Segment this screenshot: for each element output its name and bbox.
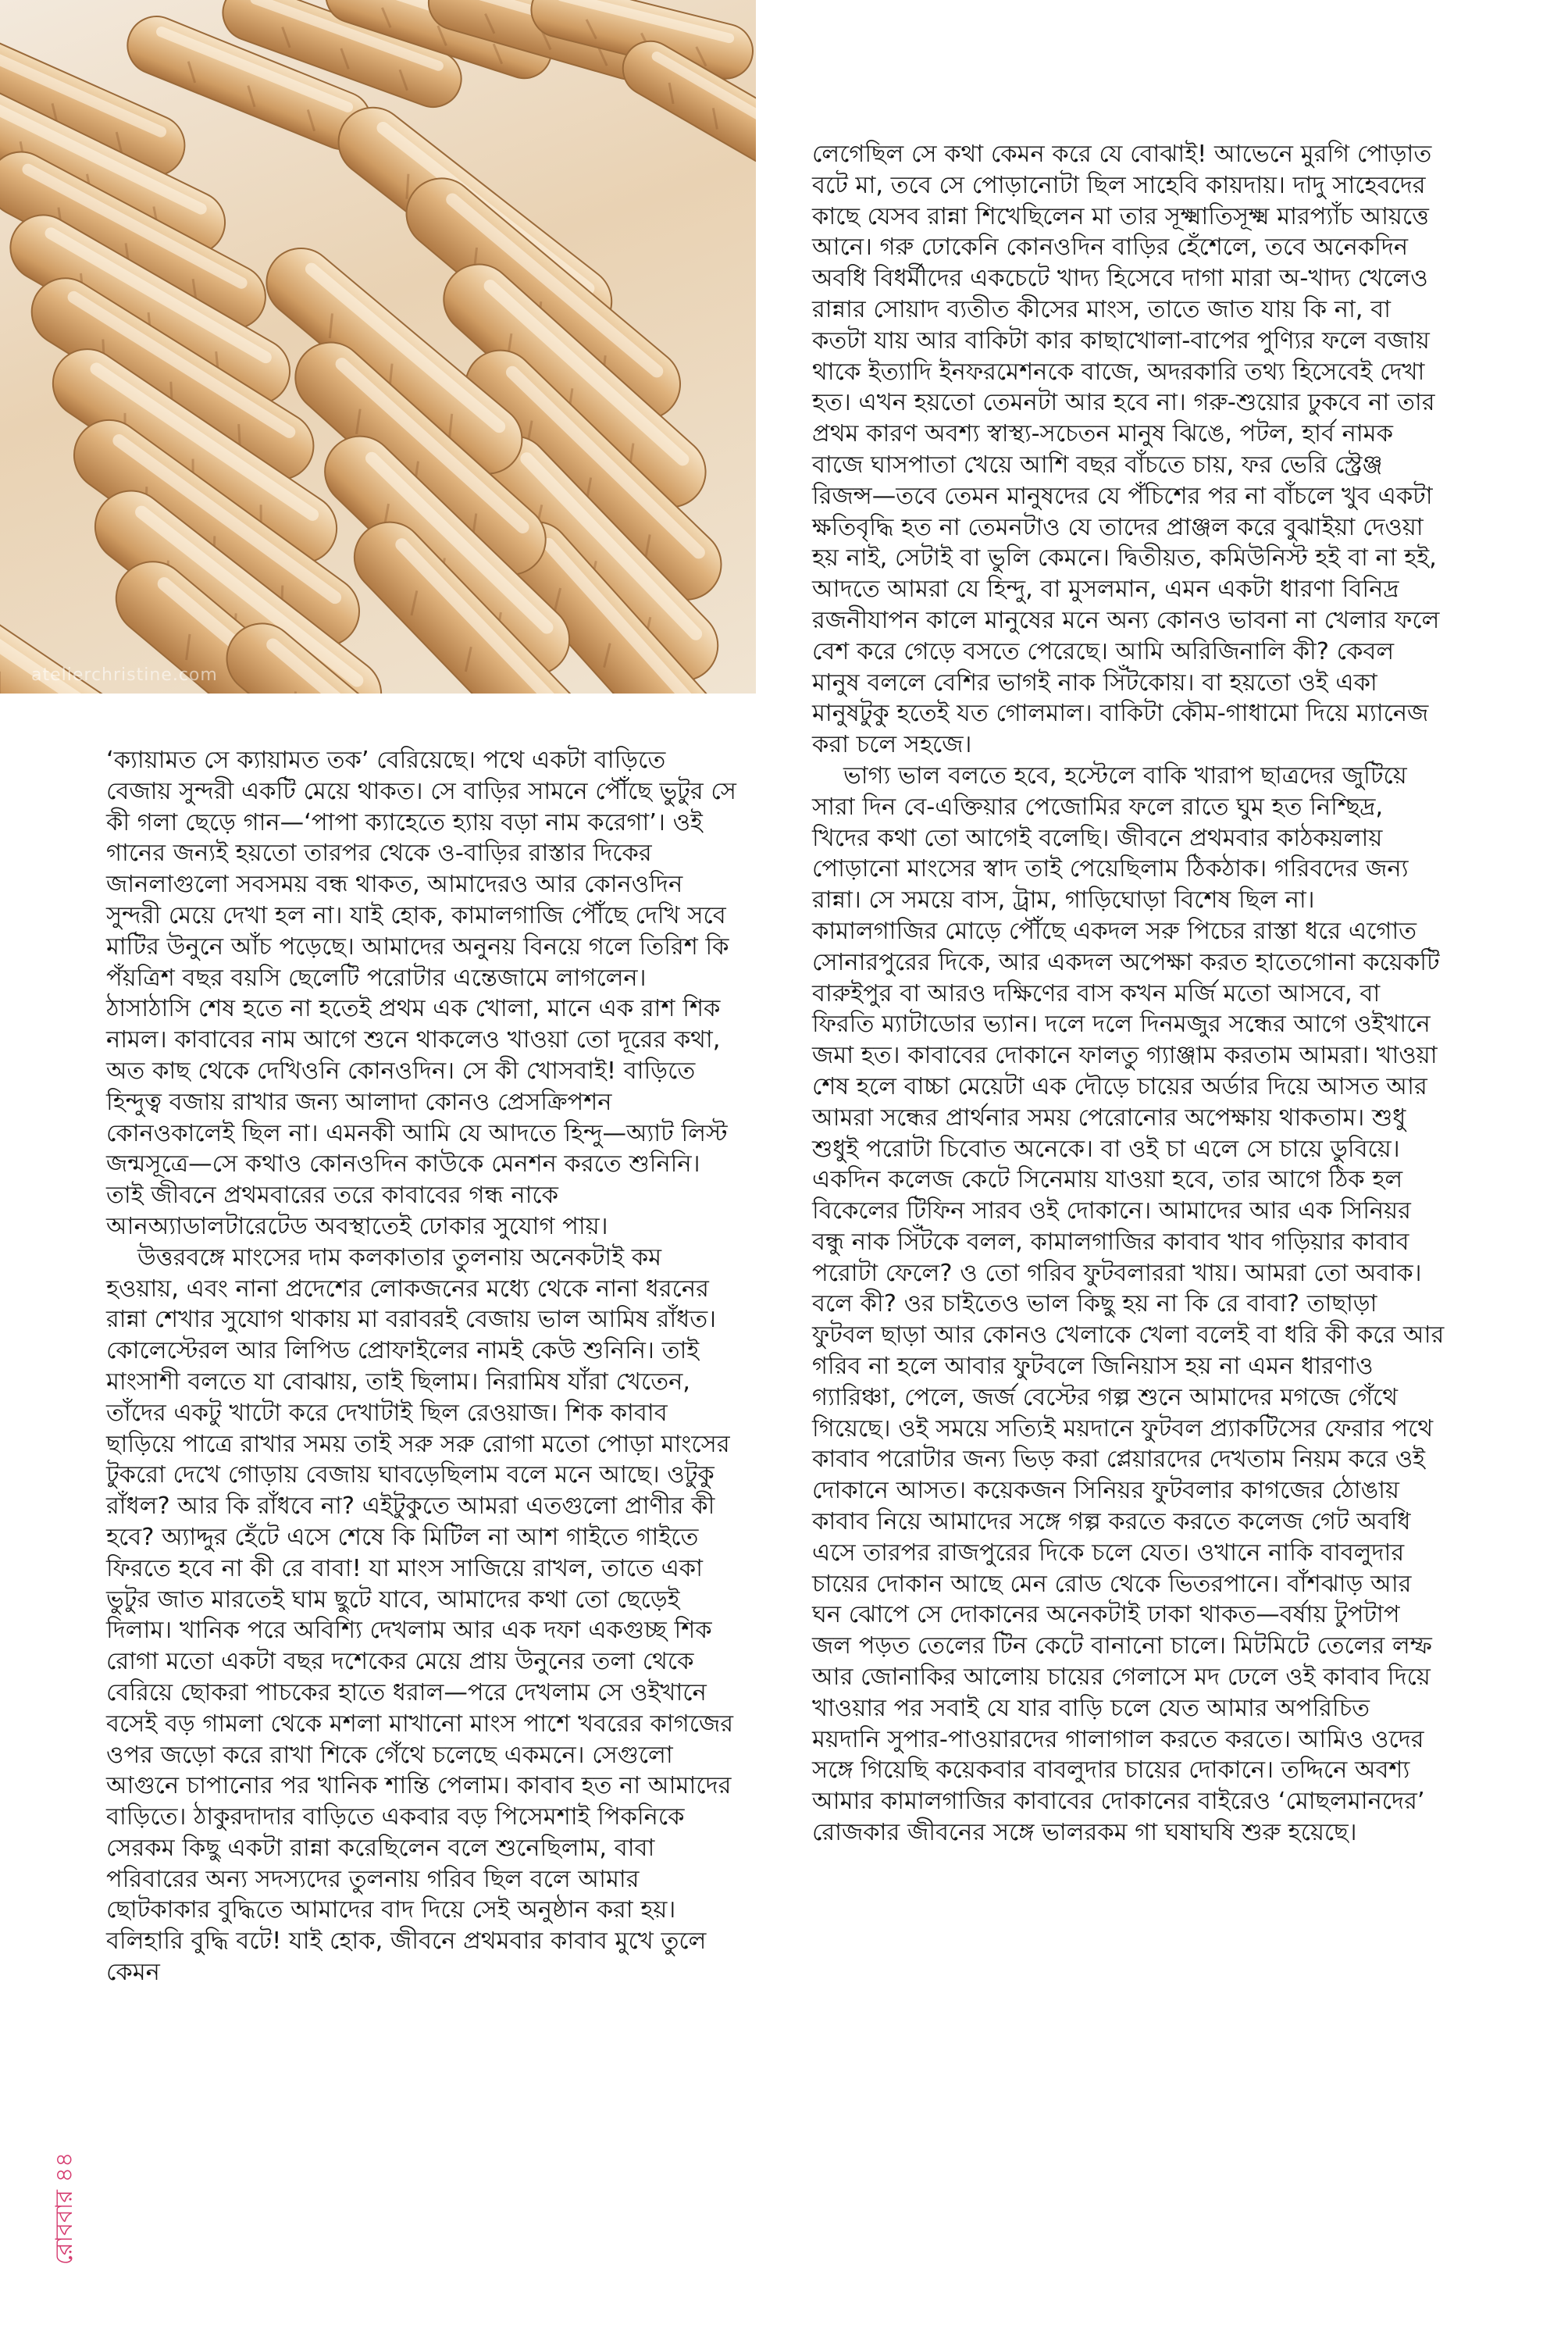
article-column-right	[812, 139, 1445, 1849]
paragraph: ভাগ্য ভাল বলতে হবে, হস্টেলে বাকি খারাপ ছাত্রদের জুটিয়ে সারা দিন বে-এক্তিয়ার পেজোমির ফলে রাতে ঘুম হত নিশ্ছিদ্র, খিদের কথা তো আগেই বলেছি। জীবনে প্রথমবার কাঠকয়লায় পোড়ানো মাংসের স্বাদ তাই পেয়েছিলাম ঠিকঠাক। গরিবদের জন্য রান্না। সে সময়ে বাস, ট্রাম, গাড়িঘোড়া বিশেষ ছিল না। কামালগাজির মোড়ে পৌঁছে একদল সরু পিচের রাস্তা ধরে এগোত সোনারপুরের দিকে, আর একদল অপেক্ষা করত হাতেগোনা কয়েকটি বারুইপুর বা আরও দক্ষিণের বাস কখন মর্জি মতো আসবে, বা ফিরতি ম্যাটাডোর ভ্যান। দলে দলে দিনমজুর সন্ধের আগে ওইখানে জমা হত। কাবাবের দোকানে ফালতু গ্যাঞ্জাম করতাম আমরা। খাওয়া শেষ হলে বাচ্চা মেয়েটা এক দৌড়ে চায়ের অর্ডার দিয়ে আসত আর আমরা সন্ধের প্রার্থনার সময় পেরোনোর অপেক্ষায় থাকতাম। শুধু শুধুই পরোটা চিবোত অনেকে। বা ওই চা এলে সে চায়ে ডুবিয়ে। একদিন কলেজ কেটে সিনেমায় যাওয়া হবে, তার আগে ঠিক হল বিকেলের টিফিন সারব ওই দোকানে। আমাদের আর এক সিনিয়র বন্ধু নাক সিঁটকে বলল, কামালগাজির কাবাব খাব গড়িয়ার কাবাব পরোটা ফেলে? ও তো গরিব ফুটবলাররা খায়। আমরা তো অবাক। বলে কী? ওর চাইতেও ভাল কিছু হয় না কি রে বাবা? তাছাড়া ফুটবল ছাড়া আর কোনও খেলাকে খেলা বলেই বা ধরি কী করে আর গরিব না হলে আবার ফুটবলে জিনিয়াস হয় না এমন ধারণাও গ্যারিঞ্চা, পেলে, জর্জ বেস্টের গল্প শুনে আমাদের মগজে গেঁথে গিয়েছে। ওই সময়ে সত্যিই ময়দানে ফুটবল প্র্যাকটিসের ফেরার পথে কাবাব পরোটার জন্য ভিড় করা প্লেয়ারদের দেখতাম নিয়ম করে ওই দোকানে আসত। কয়েকজন সিনিয়র ফুটবলার কাগজের ঠোঙায় কাবাব নিয়ে আমাদের সঙ্গে গল্প করতে করতে কলেজ গেট অবধি এসে তারপর রাজপুরের দিকে চলে যেত। ওখানে নাকি বাবলুদার চায়ের দোকান আছে মেন রোড থেকে ভিতরপানে। বাঁশঝাড় আর ঘন ঝোপে সে দোকানের অনেকটাই ঢাকা থাকত—বর্ষায় টুপটাপ জল পড়ত তেলের টিন কেটে বানানো চালে। মিটমিটে তেলের লম্ফ আর জোনাকির আলোয় চায়ের গেলাসে মদ ঢেলে ওই কাবাব দিয়ে খাওয়ার পর সবাই যে যার বাড়ি চলে যেত আমার অপরিচিত ময়দানি সুপার-পাওয়ারদের গালাগাল করতে করতে। আমিও ওদের সঙ্গে গিয়েছি কয়েকবার বাবলুদার চায়ের দোকানে। তদ্দিনে অবশ্য আমার কামালগাজির কাবাবের দোকানের বাইরেও ‘মোছলমানদের’ রোজকার জীবনের সঙ্গে ভালরকম গা ঘষাঘষি শুরু হয়েছে।	[812, 761, 1445, 1847]
paragraph: উত্তরবঙ্গে মাংসের দাম কলকাতার তুলনায় অনেকটাই কম হওয়ায়, এবং নানা প্রদেশের লোকজনের মধ্যে থেকে নানা ধরনের রান্না শেখার সুযোগ থাকায় মা বরাবরই বেজায় ভাল আমিষ রাঁধত। কোলেস্টেরল আর লিপিড প্রোফাইলের নামই কেউ শুনিনি। তাই মাংসাশী বলতে যা বোঝায়, তাই ছিলাম। নিরামিষ যাঁরা খেতেন, তাঁদের একটু খাটো করে দেখাটাই ছিল রেওয়াজ। শিক কাবাব ছাড়িয়ে পাত্রে রাখার সময় তাই সরু সরু রোগা মতো পোড়া মাংসের টুকরো দেখে গোড়ায় বেজায় ঘাবড়েছিলাম বলে মনে আছে। ওটুকু রাঁধল? আর কি রাঁধবে না? এইটুকুতে আমরা এতগুলো প্রাণীর কী হবে? অ্যাদ্দুর হেঁটে এসে শেষে কি মিটিল না আশ গাইতে গাইতে ফিরতে হবে না কী রে বাবা! যা মাংস সাজিয়ে রাখল, তাতে একা ভুটুর জাত মারতেই ঘাম ছুটে যাবে, আমাদের কথা তো ছেড়েই দিলাম। খানিক পরে অবিশ্যি দেখলাম আর এক দফা একগুচ্ছ শিক রোগা মতো একটা বছর দশেকের মেয়ে প্রায় উনুনের তলা থেকে বেরিয়ে ছোকরা পাচকের হাতে ধরাল—পরে দেখলাম সে ওইখানে বসেই বড় গামলা থেকে মশলা মাখানো মাংস পাশে খবরের কাগজের ওপর জড়ো করে রাখা শিকে গেঁথে চলেছে একমনে। সেগুলো আগুনে চাপানোর পর খানিক শান্তি পেলাম। কাবাব হত না আমাদের বাড়িতে। ঠাকুরদাদার বাড়িতে একবার বড় পিসেমশাই পিকনিকে সেরকম কিছু একটা রান্না করেছিলেন বলে শুনেছিলাম, বাবা পরিবারের অন্য সদস্যদের তুলনায় গরিব ছিল বলে আমার ছোটকাকার বুদ্ধিতে আমাদের বাদ দিয়ে সেই অনুষ্ঠান করা হয়। বলিহারি বুদ্ধি বটে! যাই হোক, জীবনে প্রথমবার কাবাব মুখে তুলে কেমন	[106, 1243, 734, 1987]
page-folio	[41, 2062, 78, 2265]
spring-rolls-photo	[0, 0, 756, 694]
paragraph: লেগেছিল সে কথা কেমন করে যে বোঝাই! আভেনে মুরগি পোড়াত বটে মা, তবে সে পোড়ানোটা ছিল সাহেবি কায়দায়। দাদু সাহেবদের কাছে যেসব রান্না শিখেছিলেন মা তার সূক্ষ্মাতিসূক্ষ্ম মারপ্যাঁচ আয়ত্তে আনে। গরু ঢোকেনি কোনওদিন বাড়ির হেঁশেলে, তবে অনেকদিন অবধি বিধর্মীদের একচেটে খাদ্য হিসেবে দাগা মারা অ-খাদ্য খেলেও রান্নার সোয়াদ ব্যতীত কীসের মাংস, তাতে জাত যায় কি না, বা কতটা যায় আর বাকিটা কার কাছাখোলা-বাপের পুণ্যির ফলে বজায় থাকে ইত্যাদি ইনফরমেশনকে বাজে, অদরকারি তথ্য হিসেবেই দেখা হত। এখন হয়তো তেমনটা আর হবে না। গরু-শুয়োর ঢুকবে না তার প্রথম কারণ অবশ্য স্বাস্থ্য-সচেতন মানুষ ঝিঙে, পটল, হার্ব নামক বাজে ঘাসপাতা খেয়ে আশি বছর বাঁচতে চায়, ফর ভেরি স্ট্রেঞ্জ রিজন্স—তবে তেমন মানুষদের যে পঁচিশের পর না বাঁচলে খুব একটা ক্ষতিবৃদ্ধি হত না তেমনটাও যে তাদের প্রাঞ্জল করে বুঝাইয়া দেওয়া হয় নাই, সেটাই বা ভুলি কেমনে। দ্বিতীয়ত, কমিউনিস্ট হই বা না হই, আদতে আমরা যে হিন্দু, বা মুসলমান, এমন একটা ধারণা বিনিদ্র রজনীযাপন কালে মানুষের মনে অন্য কোনও ভাবনা না খেলার ফলে বেশ করে গেড়ে বসতে পেরেছে। আমি অরিজিনালি কী? কেবল মানুষ বললে বেশির ভাগই নাক সিঁটকোয়। বা হয়তো ওই একা মানুষটুকু হতেই যত গোলমাল। বাকিটা কৌম-গাধামো দিয়ে ম্যানেজ করা চলে সহজে।	[812, 141, 1440, 759]
spring-rolls-illustration	[0, 0, 756, 694]
article-column-left	[106, 745, 737, 1988]
paragraph: ‘ক্যায়ামত সে ক্যায়ামত তক’ বেরিয়েছে। পথে একটা বাড়িতে বেজায় সুন্দরী একটি মেয়ে থাকত। সে বাড়ির সামনে পৌঁছে ভুটুর সে কী গলা ছেড়ে গান—‘পাপা ক্যাহেতে হ্যায় বড়া নাম করেগা’। ওই গানের জন্যই হয়তো তারপর থেকে ও-বাড়ির রাস্তার দিকের জানলাগুলো সবসময় বন্ধ থাকত, আমাদেরও আর কোনওদিন সুন্দরী মেয়ে দেখা হল না। যাই হোক, কামালগাজি পৌঁছে দেখি সবে মাটির উনুনে আঁচ পড়েছে। আমাদের অনুনয় বিনয়ে গলে তিরিশ কি পঁয়ত্রিশ বছর বয়সি ছেলেটি পরোটার এন্তেজামে লাগলেন। ঠাসাঠাসি শেষ হতে না হতেই প্রথম এক খোলা, মানে এক রাশ শিক নামল। কাবাবের নাম আগে শুনে থাকলেও খাওয়া তো দূরের কথা, অত কাছ থেকে দেখিওনি কোনওদিন। সে কী খোসবাই! বাড়িতে হিন্দুত্ব বজায় রাখার জন্য আলাদা কোনও প্রেসক্রিপশন কোনওকালেই ছিল না। এমনকী আমি যে আদতে হিন্দু—অ্যাট লিস্ট জন্মসূত্রে—সে কথাও কোনওদিন কাউকে মেনশন করতে শুনিনি। তাই জীবনে প্রথমবারের তরে কাবাবের গন্ধ নাকে আনঅ্যাডালটারেটেড অবস্থাতেই ঢোকার সুযোগ পায়।	[106, 747, 736, 1240]
image-watermark: atelierchristine.com	[31, 665, 218, 685]
folio-label: রোববার ৪৪	[51, 2152, 78, 2265]
